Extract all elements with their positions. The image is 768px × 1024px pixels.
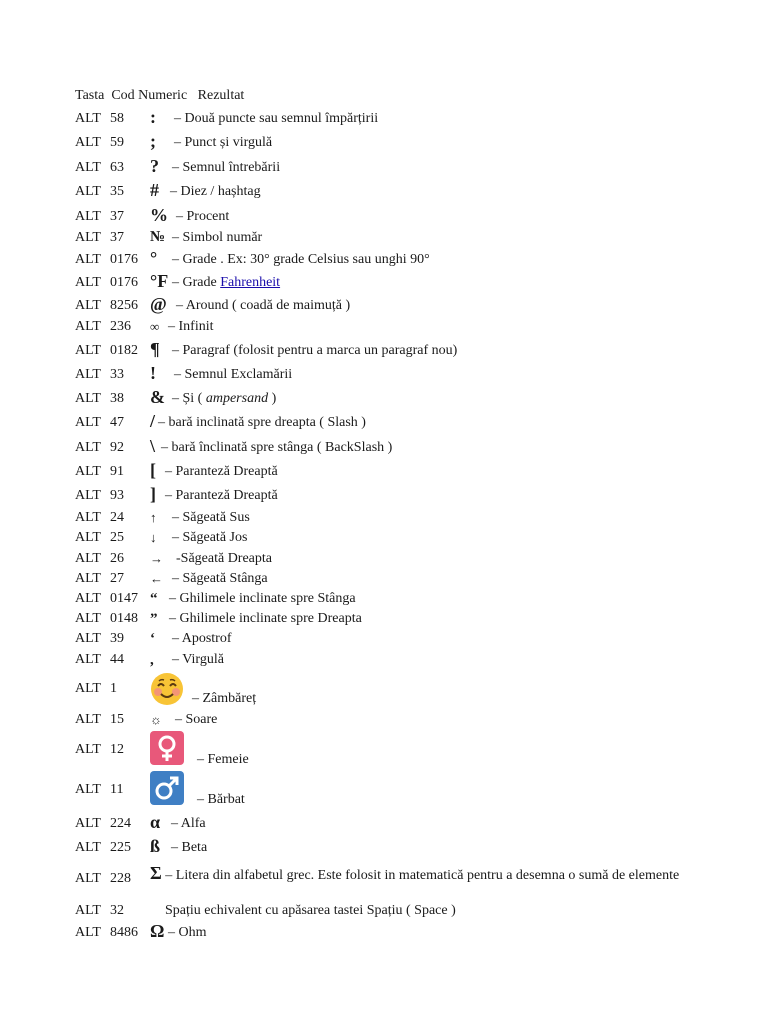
fahrenheit-link[interactable]: Fahrenheit — [220, 275, 281, 290]
symbol: @ — [150, 294, 167, 314]
symbol: ↑ — [150, 510, 157, 525]
symbol: % — [150, 205, 168, 225]
symbol: ° — [150, 248, 158, 268]
symbol: ß — [150, 836, 161, 856]
table-row-desc: – Femeie — [197, 752, 249, 767]
symbol: & — [150, 387, 165, 407]
table-row-desc: Σ – Litera din alfabetul grec. Este folosit in matematică pentru a desemna o sumă de elemente — [150, 863, 680, 883]
symbol: ! — [150, 363, 156, 383]
symbol: → — [150, 551, 163, 566]
female-sign-icon — [150, 731, 184, 765]
symbol: , — [150, 652, 154, 668]
symbol: ↓ — [150, 530, 157, 545]
symbol: № — [150, 229, 166, 245]
symbol: ← — [150, 571, 163, 586]
table-row-desc: – Bărbat — [197, 792, 245, 807]
sun-icon: ☼ — [150, 712, 162, 727]
table-header: Tasta Cod Numeric Rezultat — [75, 88, 245, 103]
symbol: # — [150, 180, 159, 200]
symbol: Ω — [150, 921, 165, 941]
symbol: \ — [150, 436, 156, 456]
symbol: / — [150, 411, 156, 431]
symbol: °F — [150, 271, 169, 291]
symbol: [ — [150, 460, 156, 480]
symbol: : — [150, 107, 156, 127]
symbol: α — [150, 812, 161, 832]
document-page: Tasta Cod Numeric Rezultat ALT 58 : – Două puncte sau semnul împărțirii ALT 59 ; – Punct și virgulă ALT 63 ? – Semnul întrebării ALT 35 # – Diez / hașhtag ALT 37 % – Procent ALT 37 № – Simbol număr ALT 0176 ° – Grade . Ex: 30° grade Celsius sau unghi 90° ALT 0176 °F – Grade Fahrenheit ALT 8256 @ – Around ( coadă de maimuță ) ALT 236 ∞ – Infinit ALT 0182 ¶ – Paragraf (folosit pentru a marca un paragraf nou) ALT 33 ! – Semnul Exclamării ALT 38 & – Și ( ampersand ) ALT 47 / – bară inclinată spre dreapta ( Slash ) ALT 92 \ – bară înclinată spre stânga ( BackSlash ) ALT 91 [ – Paranteză Dreaptă ALT 93 ] – Paranteză Dreaptă ALT 24 ↑ – Săgeată Sus ALT 25 ↓ – Săgeată Jos ALT 26 → -Săgeată Dreapta ALT 27 ← – Săgeată Stânga ALT 0147 “ – Ghilimele inclinate spre Stânga ALT 0148 ” – Ghilimele inclinate spre Dreapta ALT 39 ‘ – Apostrof ALT 44 , – Virgulă ALT 1 – Zâmbăreț ALT 15 ☼ – Soare ALT 12 – Femeie ALT 11 – Bărbat ALT 224 α – Alfa ALT 225 ß – Beta ALT 228 Σ – Litera din alfabetul grec. Este folosit in matematică pentru a desemna o sumă de elemente ALT 32 Spațiu echivalent cu apăsarea tastei Spațiu ( Space ) ALT 8486 Ω – Ohm — [0, 0, 768, 1024]
symbol: ] — [150, 484, 156, 504]
symbol: ; — [150, 131, 156, 151]
symbol: ‘ — [150, 631, 155, 647]
symbol: Σ — [150, 863, 162, 883]
smiling-face-icon — [150, 672, 184, 706]
symbol: ¶ — [150, 339, 160, 359]
symbol: ∞ — [150, 319, 160, 334]
male-sign-icon — [150, 771, 184, 805]
table-row-desc: – Zâmbăreț — [192, 691, 257, 706]
symbol: ” — [150, 611, 158, 627]
symbol: ? — [150, 156, 159, 176]
symbol: “ — [150, 591, 158, 607]
